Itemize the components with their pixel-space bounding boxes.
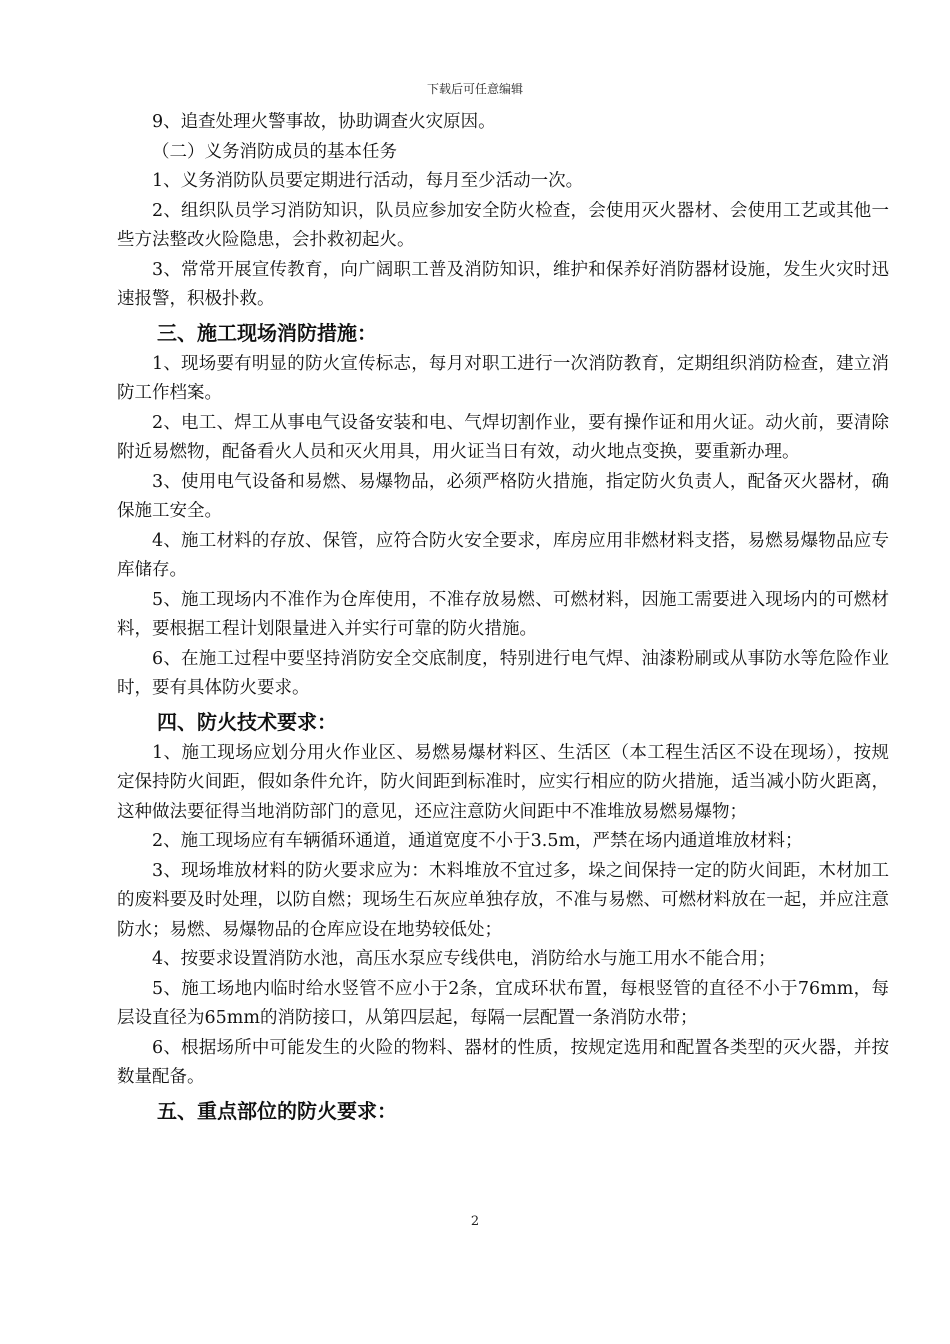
paragraph: （二）义务消防成员的基本任务 <box>152 141 397 162</box>
paragraph: 5、施工场地内临时给水竖管不应小于2条，宜成环状布置，每根竖管的直径不小于76mm，每层设直径为65mm的消防接口，从第四层起，每隔一层配置一条消防水带； <box>117 978 889 1028</box>
paragraph: 3、现场堆放材料的防火要求应为：木料堆放不宜过多，垛之间保持一定的防火间距，木材加工的废料要及时处理，以防自燃；现场生石灰应单独存放，不准与易燃、可燃材料放在一起，并应注意防水；易燃、易爆物品的仓库应设在地势较低处； <box>117 860 889 940</box>
section-heading: 五、重点部位的防火要求： <box>157 1098 397 1123</box>
paragraph: 4、按要求设置消防水池，高压水泵应专线供电，消防给水与施工用水不能合用； <box>152 949 776 969</box>
page-header-note: 下载后可任意编辑 <box>426 82 523 96</box>
paragraph: 9、追查处理火警事故，协助调查火灾原因。 <box>152 112 496 132</box>
paragraph: 1、义务消防队员要定期进行活动，每月至少活动一次。 <box>152 171 584 191</box>
section-heading: 三、施工现场消防措施： <box>157 320 377 345</box>
paragraph: 3、使用电气设备和易燃、易爆物品，必须严格防火措施，指定防火负责人，配备灭火器材，确保施工安全。 <box>117 471 889 521</box>
document-body <box>117 108 889 1128</box>
section-heading: 四、防火技术要求： <box>157 709 337 734</box>
paragraph: 1、施工现场应划分用火作业区、易燃易爆材料区、生活区（本工程生活区不设在现场），按规定保持防火间距，假如条件允许，防火间距到标准时，应实行相应的防火措施，适当减小防火距离，这种做法要征得当地消防部门的意见，还应注意防火间距中不准堆放易燃易爆物； <box>117 742 889 822</box>
paragraph: 2、电工、焊工从事电气设备安装和电、气焊切割作业，要有操作证和用火证。动火前，要清除附近易燃物，配备看火人员和灭火用具，用火证当日有效，动火地点变换，要重新办理。 <box>117 412 889 462</box>
paragraph: 4、施工材料的存放、保管，应符合防火安全要求，库房应用非燃材料支搭，易燃易爆物品应专库储存。 <box>117 530 889 580</box>
paragraph: 6、根据场所中可能发生的火险的物料、器材的性质，按规定选用和配置各类型的灭火器，并按数量配备。 <box>117 1037 889 1087</box>
paragraph: 3、常常开展宣传教育，向广阔职工普及消防知识，维护和保养好消防器材设施，发生火灾时迅速报警，积极扑救。 <box>117 259 889 309</box>
paragraph: 5、施工现场内不准作为仓库使用，不准存放易燃、可燃材料，因施工需要进入现场内的可燃材料，要根据工程计划限量进入并实行可靠的防火措施。 <box>117 589 889 639</box>
paragraph: 2、组织队员学习消防知识，队员应参加安全防火检查，会使用灭火器材、会使用工艺或其他一些方法整改火险隐患，会扑救初起火。 <box>117 200 889 250</box>
paragraph: 2、施工现场应有车辆循环通道，通道宽度不小于3.5m，严禁在场内通道堆放材料； <box>152 831 803 851</box>
paragraph: 6、在施工过程中要坚持消防安全交底制度，特别进行电气焊、油漆粉刷或从事防水等危险作业时，要有具体防火要求。 <box>117 648 889 698</box>
page-number: 2 <box>470 1214 480 1229</box>
paragraph: 1、现场要有明显的防火宣传标志，每月对职工进行一次消防教育，定期组织消防检查，建立消防工作档案。 <box>117 353 889 403</box>
